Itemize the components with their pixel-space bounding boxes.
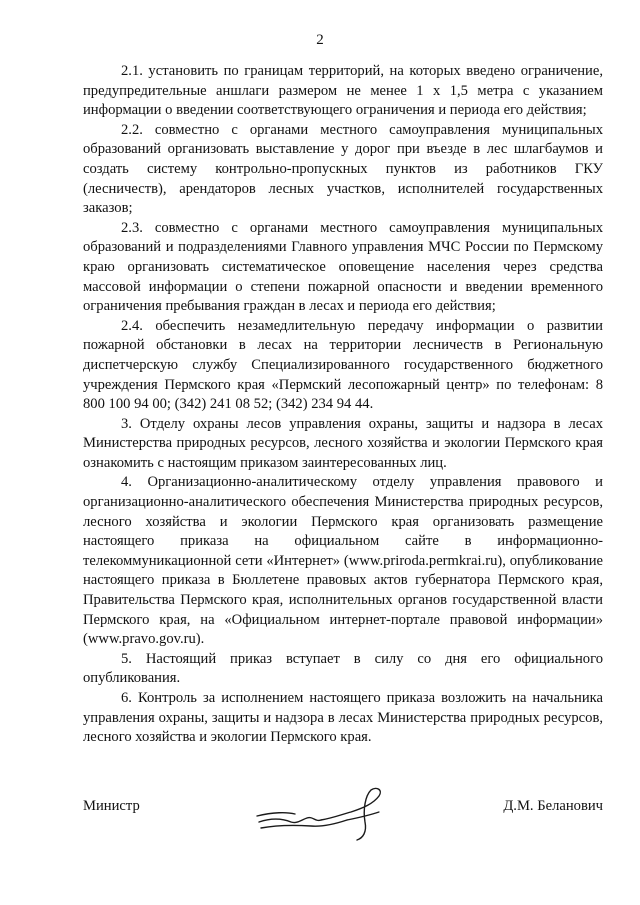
paragraph-3: 3. Отделу охраны лесов управления охраны, защиты и надзора в лесах Министерства природных ресурсов, лесного хозяйства и экологии Пермского края ознакомить с настоящим приказом заинтересованных лиц. <box>83 415 603 471</box>
paragraph-2-1: 2.1. установить по границам территорий, на которых введено ограничение, предупредительные аншлаги размером не менее 1 х 1,5 метра с указанием информации о введении соответствующего ограничения и периода его действия; <box>83 63 603 119</box>
signatory-role: Министр <box>83 798 140 814</box>
paragraph-6: 6. Контроль за исполнением настоящего приказа возложить на начальника управления охраны, защиты и надзора в лесах Министерства природных ресурсов, лесного хозяйства и экологии Пермского края. <box>83 690 603 746</box>
signatory-name: Д.М. Беланович <box>503 798 603 814</box>
paragraph-2-4: 2.4. обеспечить незамедлительную передачу информации о развитии пожарной обстановки в лесах на территории лесничеств в Региональную диспетчерскую службу Специализированного государственного бюджетного учреждения Пермского края «Пермский лесопожарный центр» по телефонам: 8 800 100 94 00; (342) 241 08 52; (342) 234 94 44. <box>83 317 603 413</box>
handwritten-signature-icon <box>251 782 411 842</box>
page-number: 2 <box>316 32 324 48</box>
paragraph-5: 5. Настоящий приказ вступает в силу со дня его официального опубликования. <box>83 650 603 687</box>
paragraph-4: 4. Организационно-аналитическому отделу управления правового и организационно-аналитического обеспечения Министерства природных ресурсов, лесного хозяйства и экологии Пермского края организовать размещение настоящего приказа на официальном сайте в информационно-телекоммуникационной сети «Интернет» (www.priroda.permkrai.ru), опубликование настоящего приказа в Бюллетене правовых актов губернатора Пермского края, Правительства Пермского края, исполнительных органов государственной власти Пермского края, на «Официальном интернет-портале правовой информации» (www.pravo.gov.ru). <box>83 474 603 648</box>
signature-block <box>83 790 603 850</box>
paragraph-2-3: 2.3. совместно с органами местного самоуправления муниципальных образований и подразделениями Главного управления МЧС России по Пермскому краю организовать систематическое оповещение населения через средства массовой информации о степени пожарной опасности и введении временного ограничения пребывания граждан в лесах и периода его действия; <box>83 219 603 315</box>
paragraph-2-2: 2.2. совместно с органами местного самоуправления муниципальных образований организовать выставление у дорог при въезде в лес шлагбаумов и создать систему контрольно-пропускных пунктов из работников ГКУ (лесничеств), арендаторов лесных участков, исполнителей государственных заказов; <box>83 121 603 217</box>
document-body <box>83 62 603 748</box>
